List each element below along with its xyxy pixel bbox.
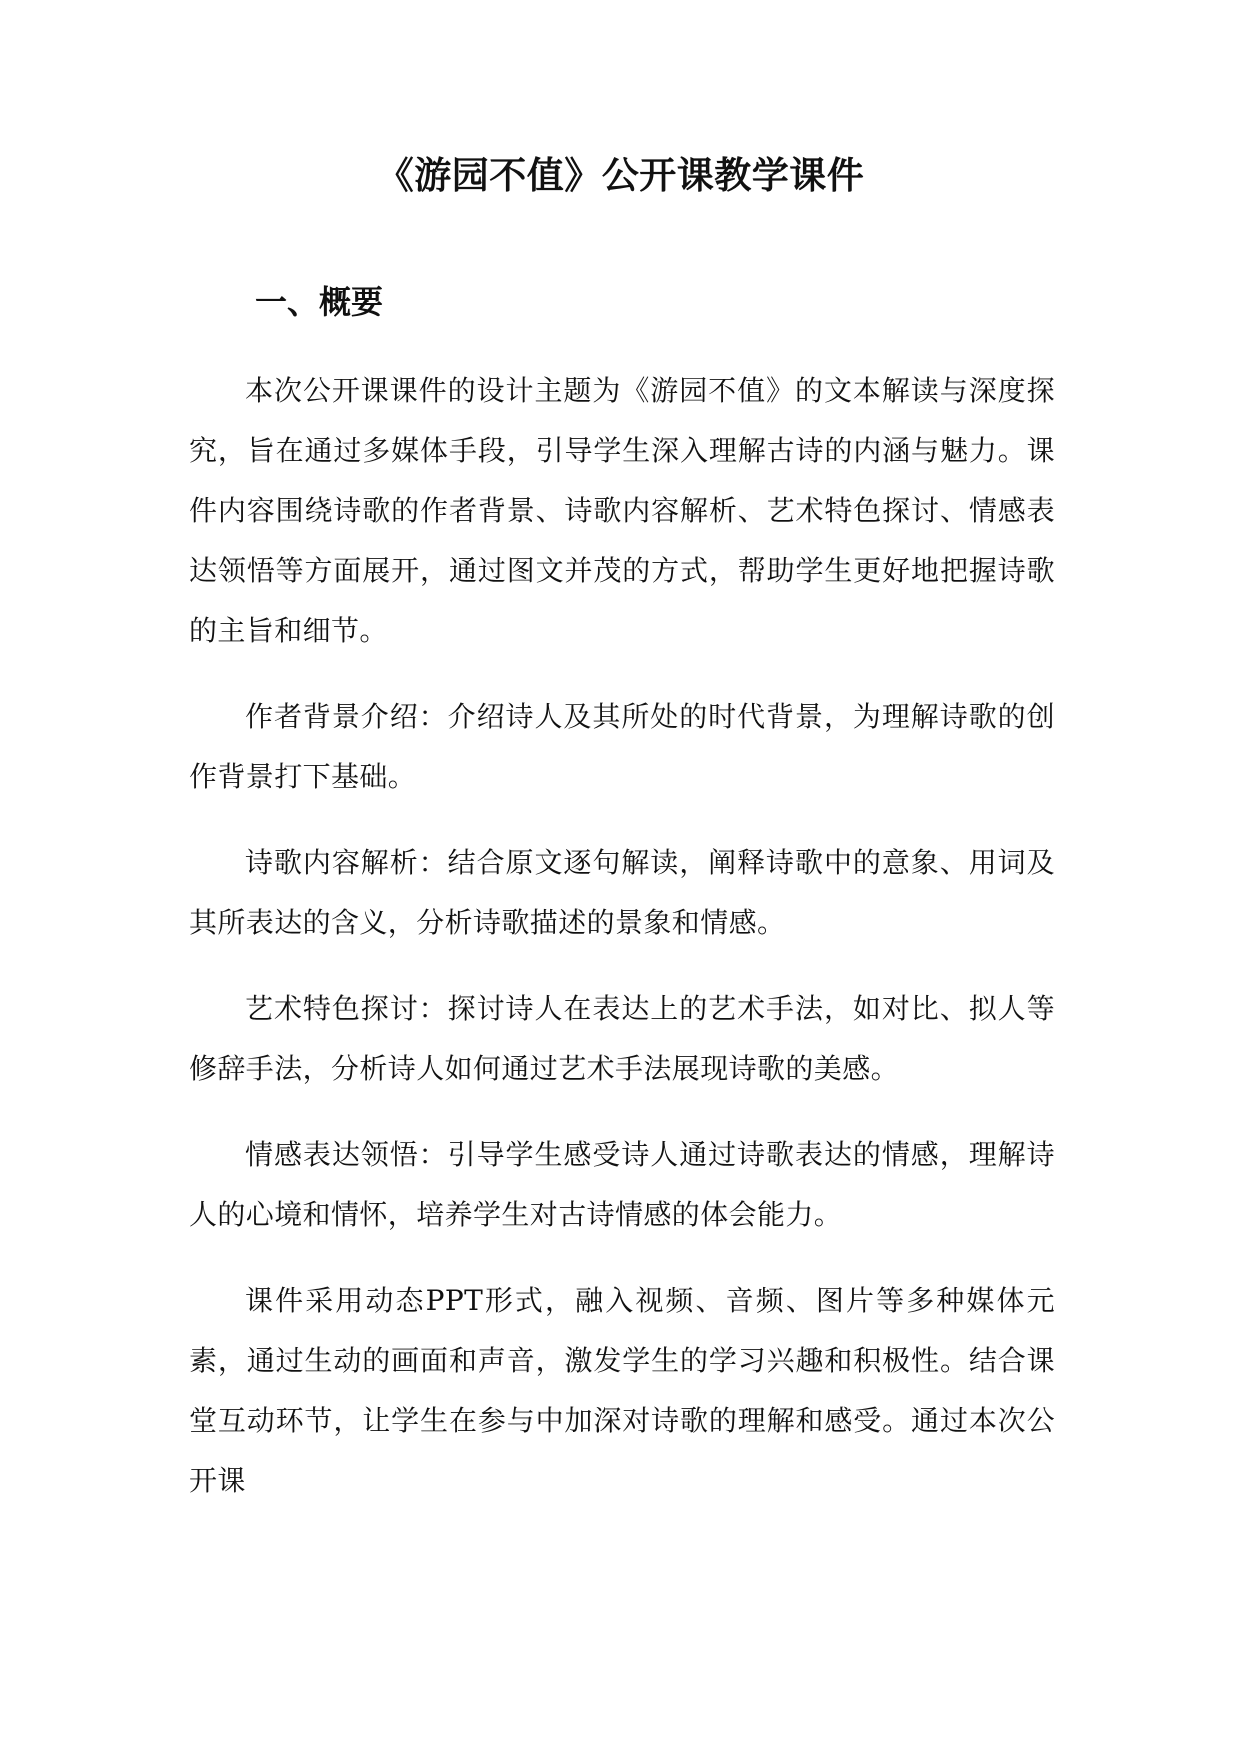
section-heading-overview: 一、概要: [255, 283, 384, 321]
paragraph-artistic-features: 艺术特色探讨：探讨诗人在表达上的艺术手法，如对比、拟人等修辞手法，分析诗人如何通过艺术手法展现诗歌的美感。: [189, 992, 1055, 1085]
paragraph-courseware-format: 课件采用动态PPT形式，融入视频、音频、图片等多种媒体元素，通过生动的画面和声音，激发学生的学习兴趣和积极性。结合课堂互动环节，让学生在参与中加深对诗歌的理解和感受。通过本次公开课: [189, 1284, 1055, 1497]
body-text: [189, 361, 1055, 1537]
paragraph-intro: 本次公开课课件的设计主题为《游园不值》的文本解读与深度探究，旨在通过多媒体手段，引导学生深入理解古诗的内涵与魅力。课件内容围绕诗歌的作者背景、诗歌内容解析、艺术特色探讨、情感表达领悟等方面展开，通过图文并茂的方式，帮助学生更好地把握诗歌的主旨和细节。: [189, 374, 1055, 647]
document-title: 《游园不值》公开课教学课件: [376, 153, 865, 197]
paragraph-emotional-expression: 情感表达领悟：引导学生感受诗人通过诗歌表达的情感，理解诗人的心境和情怀，培养学生对古诗情感的体会能力。: [189, 1138, 1055, 1231]
paragraph-content-analysis: 诗歌内容解析：结合原文逐句解读，阐释诗歌中的意象、用词及其所表达的含义，分析诗歌描述的景象和情感。: [189, 846, 1055, 939]
paragraph-author-background: 作者背景介绍：介绍诗人及其所处的时代背景，为理解诗歌的创作背景打下基础。: [189, 700, 1055, 793]
